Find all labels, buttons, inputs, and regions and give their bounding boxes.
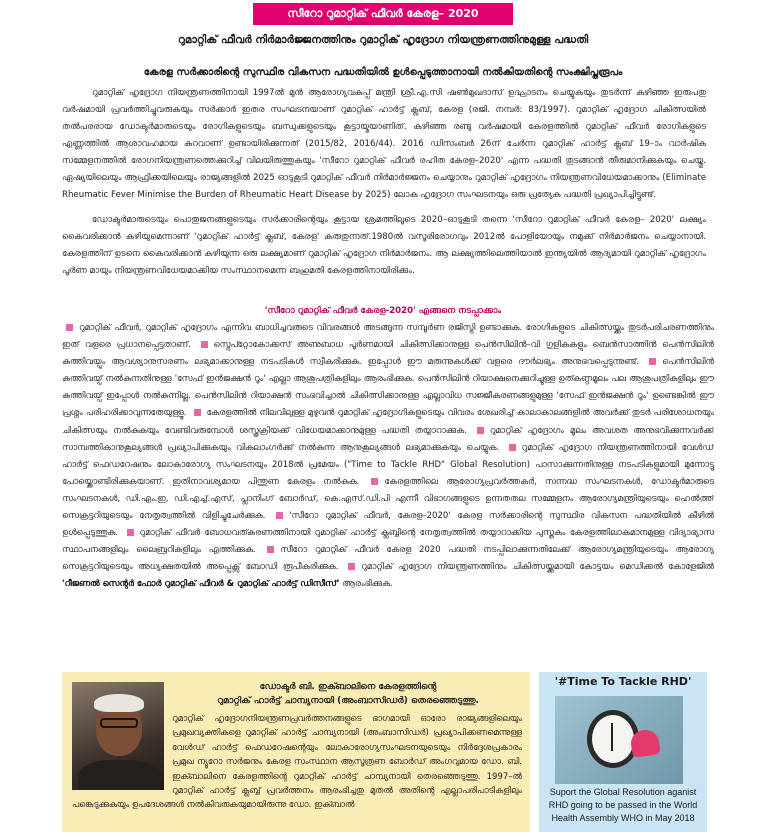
list-item: റുമാറ്റിക് ഹൃദ്രോഗ നിയന്ത്രണത്തിനായി വേൾഡ് ഹാർട്ട് ഫെഡറേഷനും ലോകാരോഗ്യ സംഘടനയും 2018ൽ പ്രമേയം ("Time to Tackle RHD" Global Resolution) പാസാക്കുന്നതിനുള്ള നടപടികളുമായി മുന്നോട്ടു പോയ്ക്കൊണ്ടിരിക്കുകയാണ്. ഇതിനാവശ്യമായ പിന്തുണ കേരളം നൽകുക. [62,442,714,487]
champion-announcement-box [62,672,530,832]
list-item-end: ആരംഭിക്കുക. [342,579,393,590]
bullet-marker [276,512,283,519]
bullet-marker [649,358,656,365]
campaign-title: '#Time To Tackle RHD' [554,675,692,688]
bullet-marker [127,529,134,536]
list-item: കേരളത്തിലെ ആരോഗ്യപ്രവർത്തകർ, സന്നദ്ധ സംഘടനകൾ, ഡോക്ടർമാരുടെ സംഘടനകൾ, ഡി.എം.ഇ, ഡി.എച്ച്.എസ്, പ്ലാനിംഗ് ബോർഡ്, കെ.എസ്.ഡി.പി എന്നീ വിഭാഗങ്ങളുടെ ഉന്നതതല സമ്മേളനം ആരോഗ്യമന്ത്രിയുടെയും ഹെൽത്ത് സെക്രട്ടറിയുടെയും നേതൃത്വത്തിൽ വിളിച്ചുചേർക്കുക. [62,476,714,522]
list-item: സ്ട്രെപ്റ്റോകോക്കസ് അണുബാധ പൂർണമായി ചികിത്സിക്കാനുള്ള പെൻസിലിൻ–വി ഗുളികകളും ബെൻസാത്തിൻ പെൻസിലിൻ കുത്തിവയ്പും ആവശ്യാനുസരണം ലഭ്യമാക്കാനുള്ള നടപടികൾ സ്വീകരിക്കുക. ഇപ്പോൾ ഈ മരുന്നുകൾക്ക് വളരെ ദൗർലഭ്യം അനുഭവപ്പെടുന്നുണ്ട്. [62,340,714,368]
implementation-subtitle: 'സീറോ റുമാറ്റിക് ഫീവർ കേരള-2020' എങ്ങനെ നടപ്പാക്കാം [264,306,502,316]
bullet-marker [371,478,378,485]
regional-centre-name: 'റീജണൽ സെന്റർ ഫോർ റുമാറ്റിക് ഫീവർ & റുമാറ്റിക് ഹാർട്ട് ഡിസീസ്' [62,579,340,590]
goal-paragraph: ഡോക്ടർമാരുടെയും പൊതുജനങ്ങളുടെയും സർക്കാരിന്റെയും കൂട്ടായ ശ്രമത്തിലൂടെ 2020–ഓടുകൂടി തന്നെ 'സീറോ റുമാറ്റിക് ഫീവർ കേരള– 2020' ലക്ഷ്യം കൈവരിക്കാൻ കഴിയുമെന്നാണ് 'റുമാറ്റിക് ഹാർട്ട് ക്ലബ്, കേരള' കരുതുന്നത്.1980ൽ വസൂരിരോഗവും 2012ൽ പോളിയോയും നമുക്ക് നിർമാർജനം ചെയ്യാനായി. കേരളത്തിന് ഉടനെ കൈവരിക്കാൻ കഴിയുന്ന ഒരു ലക്ഷ്യമാണ് റുമാറ്റിക് ഹൃദ്രോഗ നിർമാർജനം. ആ ലക്ഷ്യത്തിലെത്തിയാൽ ഇന്ത്യയിൽ ആദ്യമായി റുമാറ്റിക് ഹൃദ്രോഗം പൂർണ മായും നിയന്ത്രണവിധേയമാക്കിയ സംസ്ഥാനമെന്ന ബഹുമതി കേരളത്തിനായിരിക്കും. [62,215,706,276]
article-subheading: കേരള സർക്കാരിന്റെ സുസ്ഥിര വികസന പദ്ധതിയിൽ ഉൾപ്പെടുത്താനായി നൽകിയതിന്റെ സംക്ഷിപ്തരൂപം [143,67,623,78]
champion-title-line1: ഡോക്ടർ ബി. ഇക്ബാലിനെ കേരളത്തിന്റെ [259,682,437,692]
champion-title-line2: റുമാറ്റിക് ഹാർട്ട് ചാമ്പ്യനായി (അംബാസിഡർ) തെരഞ്ഞെടുത്തു. [217,696,479,706]
article-heading: റുമാറ്റിക് ഫീവർ നിർമാർജ്ജനത്തിനും റുമാറ്റിക് ഹൃദ്രോഗ നിയന്ത്രണത്തിനുമുള്ള പദ്ധതി [177,34,589,46]
champion-title [172,680,524,708]
list-item: റുമാറ്റിക് ഫീവർ, റുമാറ്റിക് ഹൃദ്രോഗം എന്നിവ ബാധിച്ചവരുടെ വിവരങ്ങൾ അടങ്ങുന്ന സമ്പൂർണ രജിസ്ട്രി ഉണ്ടാക്കുക. രോഗികളുടെ ചികിത്സയ്ക്കും തുടർപരിചരണത്തിനും ഇത് വളരെ പ്രധാനപ്പെട്ടതാണ്. [62,323,714,351]
campaign-caption: Suport the Global Resolution aganist RHD going to be passed in the World Health Assembly WHO in May 2018 [548,787,698,823]
bullet-marker [66,324,73,331]
list-item: കേരളത്തിൽ നിലവിലുള്ള മുഴുവൻ റുമാറ്റിക് ഹൃദ്രോഗികളുടെയും വിവരം ശേഖരിച്ച് കാലാകാലങ്ങളിൽ അവർക്ക് തുടർ പരിശോധനയും ചികിത്സയും നൽകുകയും വേണ്ടിവരുമ്പോൾ ശസ്ത്രക്രിയക്ക് വിധേയമാക്കാനുമുള്ള പദ്ധതി തയ്യാറാക്കുക. [62,408,714,436]
bullet-marker [201,341,208,348]
champion-text-wrap [72,712,522,830]
page-banner: സീറോ റുമാറ്റിക് ഫീവർ കേരള– 2020 [253,3,513,25]
list-item: 'സീറോ റുമാറ്റിക് ഫീവർ, കേരള–2020' കേരള സർക്കാരിന്റെ സുസ്ഥിര വികസന പദ്ധതിയിൽ കീഴിൽ ഉൾപ്പെടുത്തുക. [62,511,714,539]
list-item: റുമാറ്റിക് ഫീവർ ബോധവത്കരണത്തിനായി റുമാറ്റിക് ഹാർട്ട് ക്ലബ്ബിന്റെ നേതൃത്വത്തിൽ തയ്യാറാക്കിയ പുസ്തകം കേരളത്തിലാകമാനമുള്ള വിദ്യാഭ്യാസ സ്ഥാപനങ്ങളിലും ലൈബ്രറികളിലും എത്തിക്കുക. [62,528,714,556]
implementation-list [62,320,714,662]
champion-text: റുമാറ്റിക് ഹൃദ്രോഗനിയന്ത്രണപ്രവർത്തനങ്ങളുടെ ഭാഗമായി ഓരോ രാജ്യങ്ങളിലെയും പ്രമുഖവ്യക്തികളെ റുമാറ്റിക് ഹാർട്ട് ചാമ്പ്യനായി (അംബാസിഡർ) പ്രഖ്യാപിക്കണമെന്നുള്ള വേൾഡ് ഹാർട്ട് ഫെഡറേഷന്റെയും ലോകാരോഗ്യസംഘടനയുടെയും നിർദ്ദേശപ്രകാരം പ്രമുഖ ന്യൂറോ സർജനും കേരള സംസ്ഥാന ആസൂത്രണ ബോർഡ് അംഗവുമായ ഡോ. ബി. ഇക്ബാലിനെ കേരളത്തിന്റെ റുമാറ്റിക് ഹാർട്ട് ചാമ്പ്യനായി തെരഞ്ഞെടുത്തു. 1997–ൽ റുമാറ്റിക് ഹാർട്ട് ക്ലബ്ബ് പ്രവർത്തനം ആരംഭിച്ചതു മുതൽ അതിന്റെ എല്ലാപരിപാടികളിലും പങ്കെടുക്കുകയും ഉപദേശങ്ങൾ നൽകിവരുകയുമായിരുന്നു ഡോ. ഇക്ബാൽ [72,714,522,811]
list-item: റുമാറ്റിക് ഹൃദ്രോഗ നിയന്ത്രണത്തിനും ചികിത്സയ്ക്കുമായി കോട്ടയം മെഡിക്കൽ കോളേജിൽ [361,562,714,573]
clock-heart-image [555,696,683,784]
bullet-marker [509,444,516,451]
intro-paragraph: റുമാറ്റിക് ഹൃദ്രോഗ നിയന്ത്രണത്തിനായി 1997ൽ മുൻ ആരോഗ്യവകുപ്പ് മന്ത്രി ശ്രീ.എ.സി ഷൺമുഖദാസ് ഉദ്ഘാടനം ചെയ്യുകയും തുടർന്ന് കഴിഞ്ഞ ഇരുപതു വർഷമായി പ്രവർത്തിച്ചുവരുകയും സർക്കാർ ഇതര സംഘടനയാണ് റുമാറ്റിക് ഹാർട്ട് ക്ലബ്, കേരള (രജി. നമ്പർ: 83/1997). റുമാറ്റിക് ഹൃദ്രോഗ ചികിത്സയിൽ തൽപരരായ ഡോക്ടർമാരുടെയും രോഗികളുടെയും ബന്ധുക്കളുടെയും കൂട്ടായ്മയാണിത്. കഴിഞ്ഞ രണ്ടു വർഷമായി കേരളത്തിൽ റുമാറ്റിക് ഫീവർ രോഗികളുടെ എണ്ണത്തിൽ ആശാവഹമായ കുറവാണ് ഉണ്ടായിരിക്കുന്നത് (2015/82, 2016/44). 2016 ഡിസംബർ 26ന് ചേർന്ന റുമാറ്റിക് ഹാർട്ട് ക്ലബ് 19–ാം വാർഷിക സമ്മേളനത്തിൽ രോഗനിയന്ത്രണത്തെക്കുറിച്ച് വിലയിരുത്തുകയും 'സീറോ റുമാറ്റിക് ഫീവർ രഹിത കേരള–2020' എന്ന പദ്ധതി തുടങ്ങാൻ തീരുമാനിക്കുകയും ചെയ്തു. ഏഷ്യയിലെയും ആഫ്രിക്കയിലെയും രാജ്യങ്ങളിൽ 2025 ഓടുകൂടി റുമാറ്റിക് ഫീവർ നിർമാർജ്ജനം ചെയ്യാനും റുമാറ്റിക് ഹൃദ്രോഗം നിയന്ത്രണവിധേയമാക്കാനും (Eliminate Rheumatic Fever Minimise the Burden of Rheumatic Heart Disease by 2025) ലോക ഹൃദ്രോഗ സംഘടനയും ഒരു പ്രത്യേക പദ്ധതി പ്രഖ്യാപിച്ചിട്ടുണ്ട്. [62,88,706,200]
campaign-box [539,672,707,832]
bullet-marker [348,563,355,570]
bullet-marker [267,546,274,553]
list-item: സീറോ റുമാറ്റിക് ഫീവർ കേരള 2020 പദ്ധതി നടപ്പിലാക്കുന്നതിലേക്ക് ആരോഗ്യമന്ത്രിയുടെയും ആരോഗ്യ സെക്രട്ടറിയുടെയും അധ്യക്ഷതയിൽ അപ്പെക്സ് ബോഡി രൂപീകരിക്കുക. [62,545,714,573]
list-item: റുമാറ്റിക് ഹൃദ്രോഗം മൂലം അവശത അനുഭവിക്കുന്നവർക്ക് സാമ്പത്തികാനുകൂല്യങ്ങൾ പ്രഖ്യാപിക്കുകയും വികലാംഗർക്ക് നൽകുന്ന ആനുകൂല്യങ്ങൾ ലഭ്യമാക്കുകയും ചെയ്യുക. [62,425,714,453]
bullet-marker [194,409,201,416]
bullet-marker [477,427,484,434]
list-item: പെൻസിലിൻ കുത്തിവയ്പ് നൽകുന്നതിനുള്ള 'സേഫ് ഇൻജക്ഷൻ റൂം' എല്ലാ ആശുപത്രികളിലും ആരംഭിക്കുക. പെൻസിലിൻ റിയാക്ഷനെക്കുറിച്ചുള്ള ഉത്കണ്ഠമൂലം പല ആശുപത്രികളിലും ഈ കുത്തിവയ്പ് ഇപ്പോൾ നൽകുന്നില്ല. പെൻസിലിൻ റിയാക്ഷൻ സംഭവിച്ചാൽ ചികിത്സിക്കാനുള്ള എല്ലാവിധ സജ്ജീകരണങ്ങളുമുള്ള 'സേഫ് ഇൻജക്ഷൻ റൂം' ഉണ്ടെങ്കിൽ ഈ പ്രശ്നം പരിഹരിക്കാവുന്നതേയുള്ളൂ. [62,357,714,419]
